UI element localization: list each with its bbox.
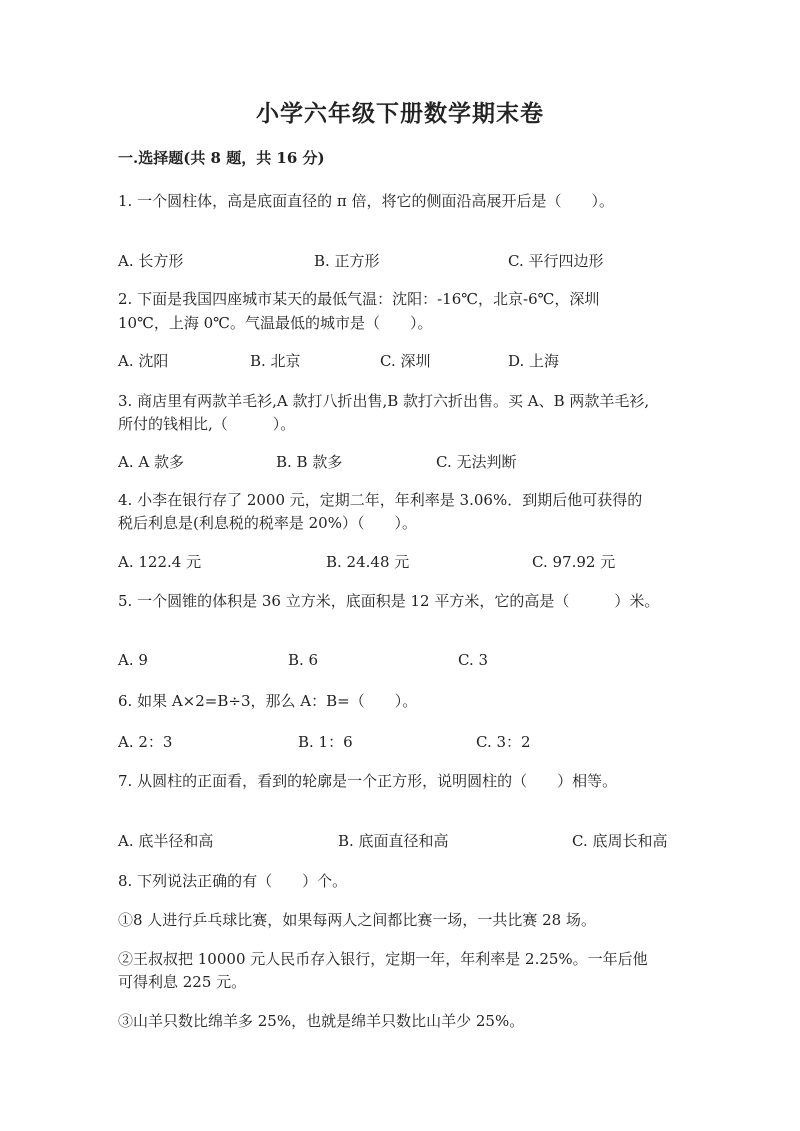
question-3-text-line-2: 所付的钱相比,（ ）。: [118, 415, 296, 433]
question-4-text-line-1: 4. 小李在银行存了 2000 元，定期二年，年利率是 3.06%．到期后他可获得的: [118, 491, 643, 509]
question-1-text: 1. 一个圆柱体，高是底面直径的 π 倍，将它的侧面沿高展开后是（ ）。: [118, 192, 614, 210]
question-7-option-b: B. 底面直径和高: [338, 832, 449, 850]
question-2-option-d: D. 上海: [508, 352, 560, 370]
question-1-option-b: B. 正方形: [314, 252, 380, 270]
question-1-option-a: A. 长方形: [118, 252, 184, 270]
question-8-statement-3: ③山羊只数比绵羊多 25%，也就是绵羊只数比山羊少 25%。: [118, 1012, 525, 1030]
section-heading: 一.选择题(共 8 题，共 16 分): [118, 149, 325, 167]
question-6-text: 6. 如果 A×2=B÷3，那么 A：B=（ ）。: [118, 692, 418, 710]
question-2-option-a: A. 沈阳: [118, 352, 169, 370]
question-8-statement-1: ①8 人进行乒乓球比赛，如果每两人之间都比赛一场，一共比赛 28 场。: [118, 911, 596, 929]
question-5-option-a: A. 9: [118, 651, 148, 669]
page-title: 小学六年级下册数学期末卷: [256, 100, 544, 127]
question-3-option-a: A. A 款多: [118, 453, 184, 471]
question-7-option-c: C. 底周长和高: [572, 832, 668, 850]
question-2-text-line-2: 10℃，上海 0℃。气温最低的城市是（ ）。: [118, 314, 433, 332]
question-4-option-a: A. 122.4 元: [118, 553, 202, 571]
question-2-option-c: C. 深圳: [380, 352, 431, 370]
question-4-text-line-2: 税后利息是(利息税的税率是 20%）（ ）。: [118, 514, 417, 532]
question-3-option-b: B. B 款多: [276, 453, 343, 471]
question-4-option-b: B. 24.48 元: [326, 553, 410, 571]
question-6-option-c: C. 3：2: [476, 733, 531, 751]
question-8-text: 8. 下列说法正确的有（ ）个。: [118, 872, 348, 890]
question-8-statement-2-line-2: 可得利息 225 元。: [118, 973, 247, 991]
question-7-option-a: A. 底半径和高: [118, 832, 214, 850]
question-6-option-b: B. 1：6: [298, 733, 353, 751]
question-3-option-c: C. 无法判断: [436, 453, 517, 471]
question-8-statement-2-line-1: ②王叔叔把 10000 元人民币存入银行，定期一年，年利率是 2.25%。一年后他: [118, 950, 648, 968]
question-6-option-a: A. 2：3: [118, 733, 173, 751]
question-5-text: 5. 一个圆锥的体积是 36 立方米，底面积是 12 平方米，它的高是（ ）米。: [118, 592, 660, 610]
question-5-option-c: C. 3: [458, 651, 489, 669]
question-7-text: 7. 从圆柱的正面看，看到的轮廓是一个正方形，说明圆柱的（ ）相等。: [118, 772, 618, 790]
question-4-option-c: C. 97.92 元: [532, 553, 616, 571]
question-5-option-b: B. 6: [288, 651, 319, 669]
question-2-option-b: B. 北京: [250, 352, 301, 370]
question-2-text-line-1: 2. 下面是我国四座城市某天的最低气温：沈阳：-16℃，北京-6℃，深圳: [118, 290, 600, 308]
question-3-text-line-1: 3. 商店里有两款羊毛衫,A 款打八折出售,B 款打六折出售。买 A、B 两款羊毛衫,: [118, 392, 650, 410]
question-1-option-c: C. 平行四边形: [508, 252, 604, 270]
